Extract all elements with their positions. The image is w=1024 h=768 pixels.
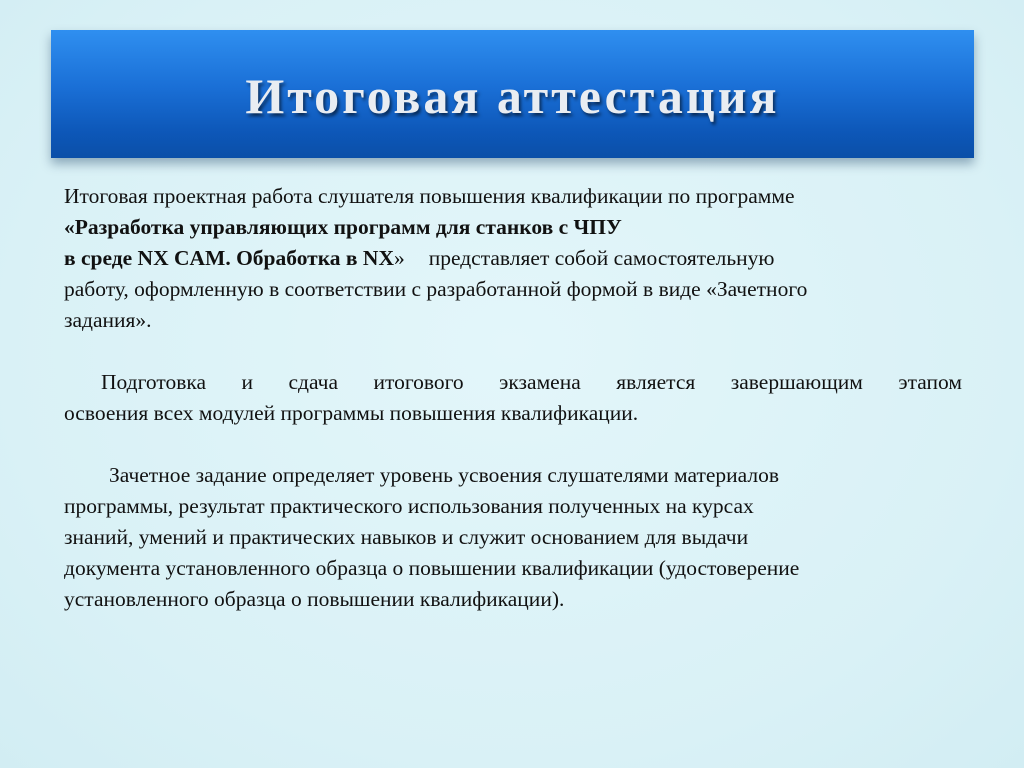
- paragraph-spacer: [64, 429, 962, 460]
- p1-close-quote: »: [393, 246, 405, 270]
- p3-line-5: установленного образца о повышении квалификации).: [64, 587, 565, 611]
- p3-line-1: Зачетное задание определяет уровень усвоения слушателями материалов: [109, 463, 780, 487]
- p1-line-1: Итоговая проектная работа слушателя повышения квалификации по программе: [64, 184, 795, 208]
- p1-line-3-rest: представляет собой самостоятельную: [428, 246, 775, 270]
- p1-line-5: задания».: [64, 308, 152, 332]
- p1-line-3: [64, 243, 962, 274]
- slide-body: [64, 181, 962, 615]
- p1-program-name-end: в среде NX CAM. Обработка в NX: [64, 246, 394, 270]
- title-banner: [51, 30, 974, 158]
- slide-title: Итоговая аттестация: [245, 68, 780, 124]
- p2-line-1: Подготовка и сдача итогового экзамена является завершающим этапом: [101, 370, 962, 394]
- paragraph-spacer: [64, 336, 962, 367]
- p3-line-4: документа установленного образца о повышении квалификации (удостоверение: [64, 556, 800, 580]
- paragraph-1: [64, 181, 962, 336]
- p3-line-3: знаний, умений и практических навыков и служит основанием для выдачи: [64, 525, 749, 549]
- p1-line-4: работу, оформленную в соответствии с разработанной формой в виде «Зачетного: [64, 277, 808, 301]
- p2-line-2: освоения всех модулей программы повышения квалификации.: [64, 401, 639, 425]
- p3-line-2: программы, результат практического использования полученных на курсах: [64, 494, 754, 518]
- p1-line-2-program-name: «Разработка управляющих программ для станков с ЧПУ: [64, 215, 622, 239]
- paragraph-2: [64, 367, 962, 429]
- paragraph-3: [64, 460, 962, 615]
